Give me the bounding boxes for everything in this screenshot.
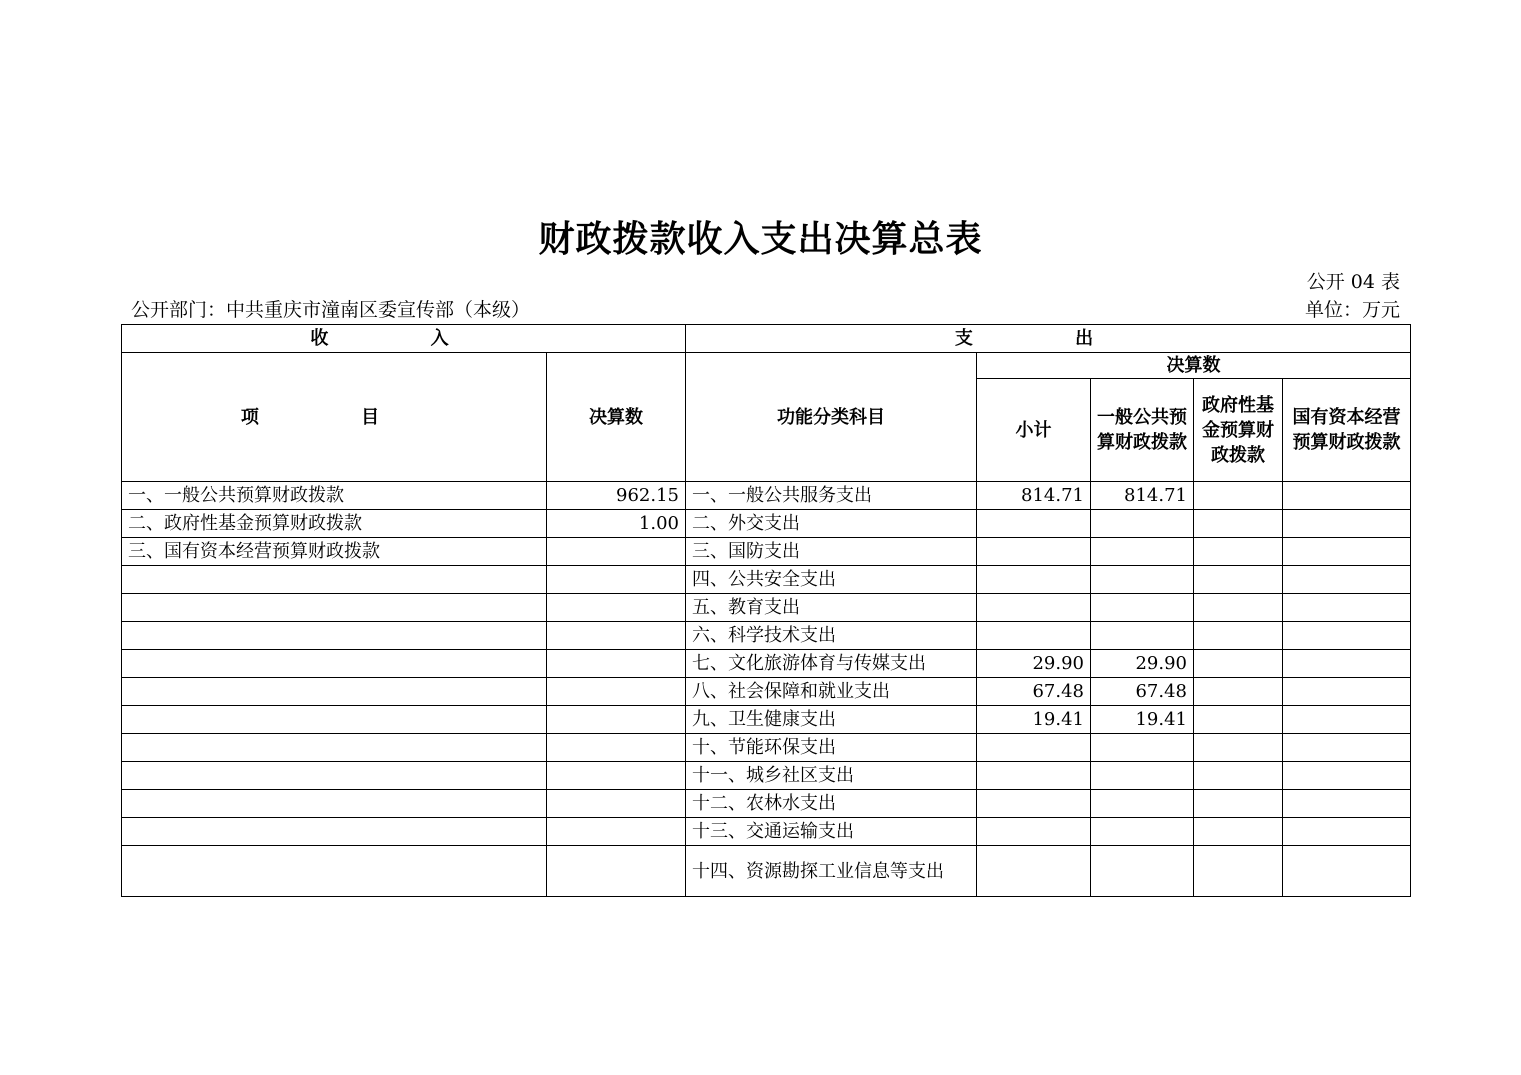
state-capital-cell: [1283, 510, 1411, 538]
gov-fund-cell: [1194, 734, 1283, 762]
gov-fund-cell: [1194, 594, 1283, 622]
general-budget-cell: [1091, 622, 1194, 650]
income-item-cell: [122, 818, 547, 846]
subtotal-cell: 19.41: [977, 706, 1091, 734]
gov-fund-cell: [1194, 846, 1283, 897]
general-budget-cell: [1091, 594, 1194, 622]
subtotal-cell: [977, 510, 1091, 538]
state-capital-header: 国有资本经营预算财政拨款: [1283, 379, 1411, 482]
expense-item-cell: 九、卫生健康支出: [686, 706, 977, 734]
subtotal-cell: [977, 818, 1091, 846]
general-budget-cell: [1091, 566, 1194, 594]
state-capital-cell: [1283, 538, 1411, 566]
state-capital-cell: [1283, 734, 1411, 762]
gov-fund-cell: [1194, 762, 1283, 790]
state-capital-cell: [1283, 818, 1411, 846]
general-budget-header: 一般公共预算财政拨款: [1091, 379, 1194, 482]
income-item-cell: [122, 594, 547, 622]
income-amount-cell: [547, 818, 686, 846]
subtotal-cell: 29.90: [977, 650, 1091, 678]
table-row: [122, 734, 1411, 762]
expense-item-cell: 六、科学技术支出: [686, 622, 977, 650]
subtotal-cell: [977, 734, 1091, 762]
subtotal-cell: [977, 594, 1091, 622]
subtotal-cell: [977, 790, 1091, 818]
gov-fund-cell: [1194, 510, 1283, 538]
income-item-cell: [122, 622, 547, 650]
general-budget-cell: 814.71: [1091, 482, 1194, 510]
income-item-cell: [122, 566, 547, 594]
table-row: [122, 650, 1411, 678]
gov-fund-header: 政府性基金预算财政拨款: [1194, 379, 1283, 482]
expense-item-cell: 二、外交支出: [686, 510, 977, 538]
header-row-groups: [122, 325, 1411, 353]
state-capital-cell: [1283, 706, 1411, 734]
expense-item-cell: 四、公共安全支出: [686, 566, 977, 594]
expense-item-cell: 三、国防支出: [686, 538, 977, 566]
gov-fund-cell: [1194, 706, 1283, 734]
income-amount-header: 决算数: [547, 353, 686, 482]
subtotal-header: 小计: [977, 379, 1091, 482]
subtotal-cell: [977, 566, 1091, 594]
header-row-final: [122, 353, 1411, 379]
table-row: [122, 818, 1411, 846]
income-amount-cell: [547, 622, 686, 650]
general-budget-cell: [1091, 846, 1194, 897]
state-capital-cell: [1283, 790, 1411, 818]
final-amount-group-header: 决算数: [977, 353, 1411, 379]
subtotal-cell: [977, 846, 1091, 897]
expense-item-cell: 八、社会保障和就业支出: [686, 678, 977, 706]
state-capital-cell: [1283, 594, 1411, 622]
expense-item-cell: 十三、交通运输支出: [686, 818, 977, 846]
general-budget-cell: [1091, 510, 1194, 538]
income-item-cell: [122, 846, 547, 897]
expense-item-cell: 十一、城乡社区支出: [686, 762, 977, 790]
table-code: 公开 04 表: [1306, 271, 1400, 293]
income-amount-cell: [547, 734, 686, 762]
table-row: [122, 678, 1411, 706]
income-group-header: 收 入: [122, 325, 686, 353]
state-capital-cell: [1283, 846, 1411, 897]
gov-fund-cell: [1194, 622, 1283, 650]
general-budget-cell: [1091, 790, 1194, 818]
table-row: [122, 622, 1411, 650]
state-capital-cell: [1283, 650, 1411, 678]
state-capital-cell: [1283, 482, 1411, 510]
table-row: [122, 538, 1411, 566]
general-budget-cell: 29.90: [1091, 650, 1194, 678]
gov-fund-cell: [1194, 650, 1283, 678]
table-row: [122, 566, 1411, 594]
income-item-cell: [122, 678, 547, 706]
income-item-cell: [122, 762, 547, 790]
expense-item-cell: 七、文化旅游体育与传媒支出: [686, 650, 977, 678]
income-amount-cell: 1.00: [547, 510, 686, 538]
subtotal-cell: [977, 762, 1091, 790]
table-row: [122, 846, 1411, 897]
state-capital-cell: [1283, 762, 1411, 790]
gov-fund-cell: [1194, 538, 1283, 566]
income-amount-cell: 962.15: [547, 482, 686, 510]
state-capital-cell: [1283, 678, 1411, 706]
table-row: [122, 706, 1411, 734]
expense-group-header: 支 出: [686, 325, 1411, 353]
income-amount-cell: [547, 566, 686, 594]
income-amount-cell: [547, 706, 686, 734]
income-item-cell: [122, 790, 547, 818]
general-budget-cell: 67.48: [1091, 678, 1194, 706]
expense-item-cell: 十、节能环保支出: [686, 734, 977, 762]
expense-item-cell: 一、一般公共服务支出: [686, 482, 977, 510]
table-row: [122, 594, 1411, 622]
income-amount-cell: [547, 678, 686, 706]
gov-fund-cell: [1194, 482, 1283, 510]
gov-fund-cell: [1194, 818, 1283, 846]
income-amount-cell: [547, 594, 686, 622]
budget-table: [121, 324, 1411, 897]
general-budget-cell: [1091, 762, 1194, 790]
expense-item-cell: 十二、农林水支出: [686, 790, 977, 818]
general-budget-cell: [1091, 818, 1194, 846]
table-row: [122, 790, 1411, 818]
function-category-header: 功能分类科目: [686, 353, 977, 482]
income-item-cell: 二、政府性基金预算财政拨款: [122, 510, 547, 538]
subtotal-cell: 67.48: [977, 678, 1091, 706]
income-item-cell: 一、一般公共预算财政拨款: [122, 482, 547, 510]
expense-item-cell: 十四、资源勘探工业信息等支出: [686, 846, 977, 897]
income-amount-cell: [547, 790, 686, 818]
subtotal-cell: [977, 622, 1091, 650]
gov-fund-cell: [1194, 566, 1283, 594]
income-amount-cell: [547, 538, 686, 566]
gov-fund-cell: [1194, 678, 1283, 706]
page-title: 财政拨款收入支出决算总表: [538, 219, 983, 260]
income-item-cell: 三、国有资本经营预算财政拨款: [122, 538, 547, 566]
table-row: [122, 762, 1411, 790]
income-amount-cell: [547, 650, 686, 678]
table-row: [122, 510, 1411, 538]
item-header: 项 目: [122, 353, 547, 482]
department-label: 公开部门：中共重庆市潼南区委宣传部（本级）: [131, 299, 531, 321]
income-item-cell: [122, 734, 547, 762]
table-row: [122, 482, 1411, 510]
expense-item-cell: 五、教育支出: [686, 594, 977, 622]
subtotal-cell: 814.71: [977, 482, 1091, 510]
state-capital-cell: [1283, 566, 1411, 594]
general-budget-cell: [1091, 734, 1194, 762]
income-amount-cell: [547, 762, 686, 790]
unit-label: 单位：万元: [1304, 299, 1400, 321]
income-item-cell: [122, 650, 547, 678]
subtotal-cell: [977, 538, 1091, 566]
general-budget-cell: [1091, 538, 1194, 566]
state-capital-cell: [1283, 622, 1411, 650]
income-item-cell: [122, 706, 547, 734]
gov-fund-cell: [1194, 790, 1283, 818]
income-amount-cell: [547, 846, 686, 897]
general-budget-cell: 19.41: [1091, 706, 1194, 734]
